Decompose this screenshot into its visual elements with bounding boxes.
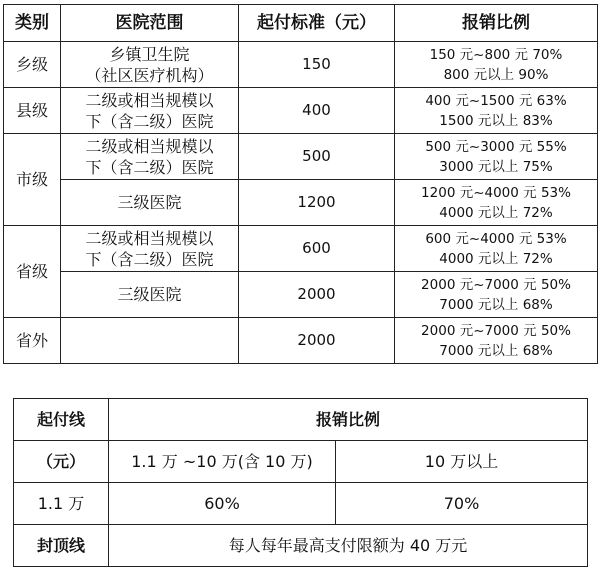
header-threshold: 起付标准（元）: [239, 5, 395, 42]
ratio-cell: 600 元~4000 元 53% 4000 元以上 72%: [395, 226, 598, 272]
ratio-low-cell: 60%: [109, 483, 336, 525]
range-high-cell: 10 万以上: [336, 441, 588, 483]
table-row: [14, 525, 588, 567]
threshold-cell: 150: [239, 42, 395, 88]
table-row: [4, 42, 598, 88]
header-category: 类别: [4, 5, 61, 42]
category-cell: 省级: [4, 226, 61, 318]
cap-label-cell: 封顶线: [14, 525, 109, 567]
range-low-cell: 1.1 万 ~10 万(含 10 万): [109, 441, 336, 483]
scope-cell: 三级医院: [61, 180, 239, 226]
cap-text-cell: 每人每年最高支付限额为 40 万元: [109, 525, 588, 567]
table-row: [14, 483, 588, 525]
threshold-cell: 1200: [239, 180, 395, 226]
ratio-cell: 1200 元~4000 元 53% 4000 元以上 72%: [395, 180, 598, 226]
ratio-cell: 2000 元~7000 元 50% 7000 元以上 68%: [395, 318, 598, 364]
category-cell: 县级: [4, 88, 61, 134]
threshold-cell: 600: [239, 226, 395, 272]
threshold-cell: 2000: [239, 318, 395, 364]
category-cell: 省外: [4, 318, 61, 364]
header-ratio: 报销比例: [395, 5, 598, 42]
table-row: [4, 318, 598, 364]
scope-cell: 二级或相当规模以 下（含二级）医院: [61, 88, 239, 134]
scope-cell: 二级或相当规模以 下（含二级）医院: [61, 226, 239, 272]
table-row: [4, 134, 598, 180]
ratio-high-cell: 70%: [336, 483, 588, 525]
category-cell: 乡级: [4, 42, 61, 88]
threshold-unit-cell: （元）: [14, 441, 109, 483]
threshold-cell: 2000: [239, 272, 395, 318]
table-row: [4, 272, 598, 318]
threshold-cell: 500: [239, 134, 395, 180]
table-row: [4, 88, 598, 134]
scope-cell: 三级医院: [61, 272, 239, 318]
threshold-cell: 400: [239, 88, 395, 134]
threshold-cap-table: [13, 398, 588, 567]
category-cell: 市级: [4, 134, 61, 226]
ratio-cell: 150 元~800 元 70% 800 元以上 90%: [395, 42, 598, 88]
header-scope: 医院范围: [61, 5, 239, 42]
table-row: [4, 180, 598, 226]
ratio-cell: 500 元~3000 元 55% 3000 元以上 75%: [395, 134, 598, 180]
scope-cell: [61, 318, 239, 364]
ratio-cell: 2000 元~7000 元 50% 7000 元以上 68%: [395, 272, 598, 318]
table-row: [14, 441, 588, 483]
reimbursement-table: [3, 4, 598, 364]
ratio-header-cell: 报销比例: [109, 399, 588, 441]
scope-cell: 二级或相当规模以 下（含二级）医院: [61, 134, 239, 180]
table-row: [14, 399, 588, 441]
table-row: [4, 226, 598, 272]
ratio-cell: 400 元~1500 元 63% 1500 元以上 83%: [395, 88, 598, 134]
threshold-value-cell: 1.1 万: [14, 483, 109, 525]
scope-cell: 乡镇卫生院 （社区医疗机构）: [61, 42, 239, 88]
table-header-row: [4, 5, 598, 42]
threshold-label-cell: 起付线: [14, 399, 109, 441]
